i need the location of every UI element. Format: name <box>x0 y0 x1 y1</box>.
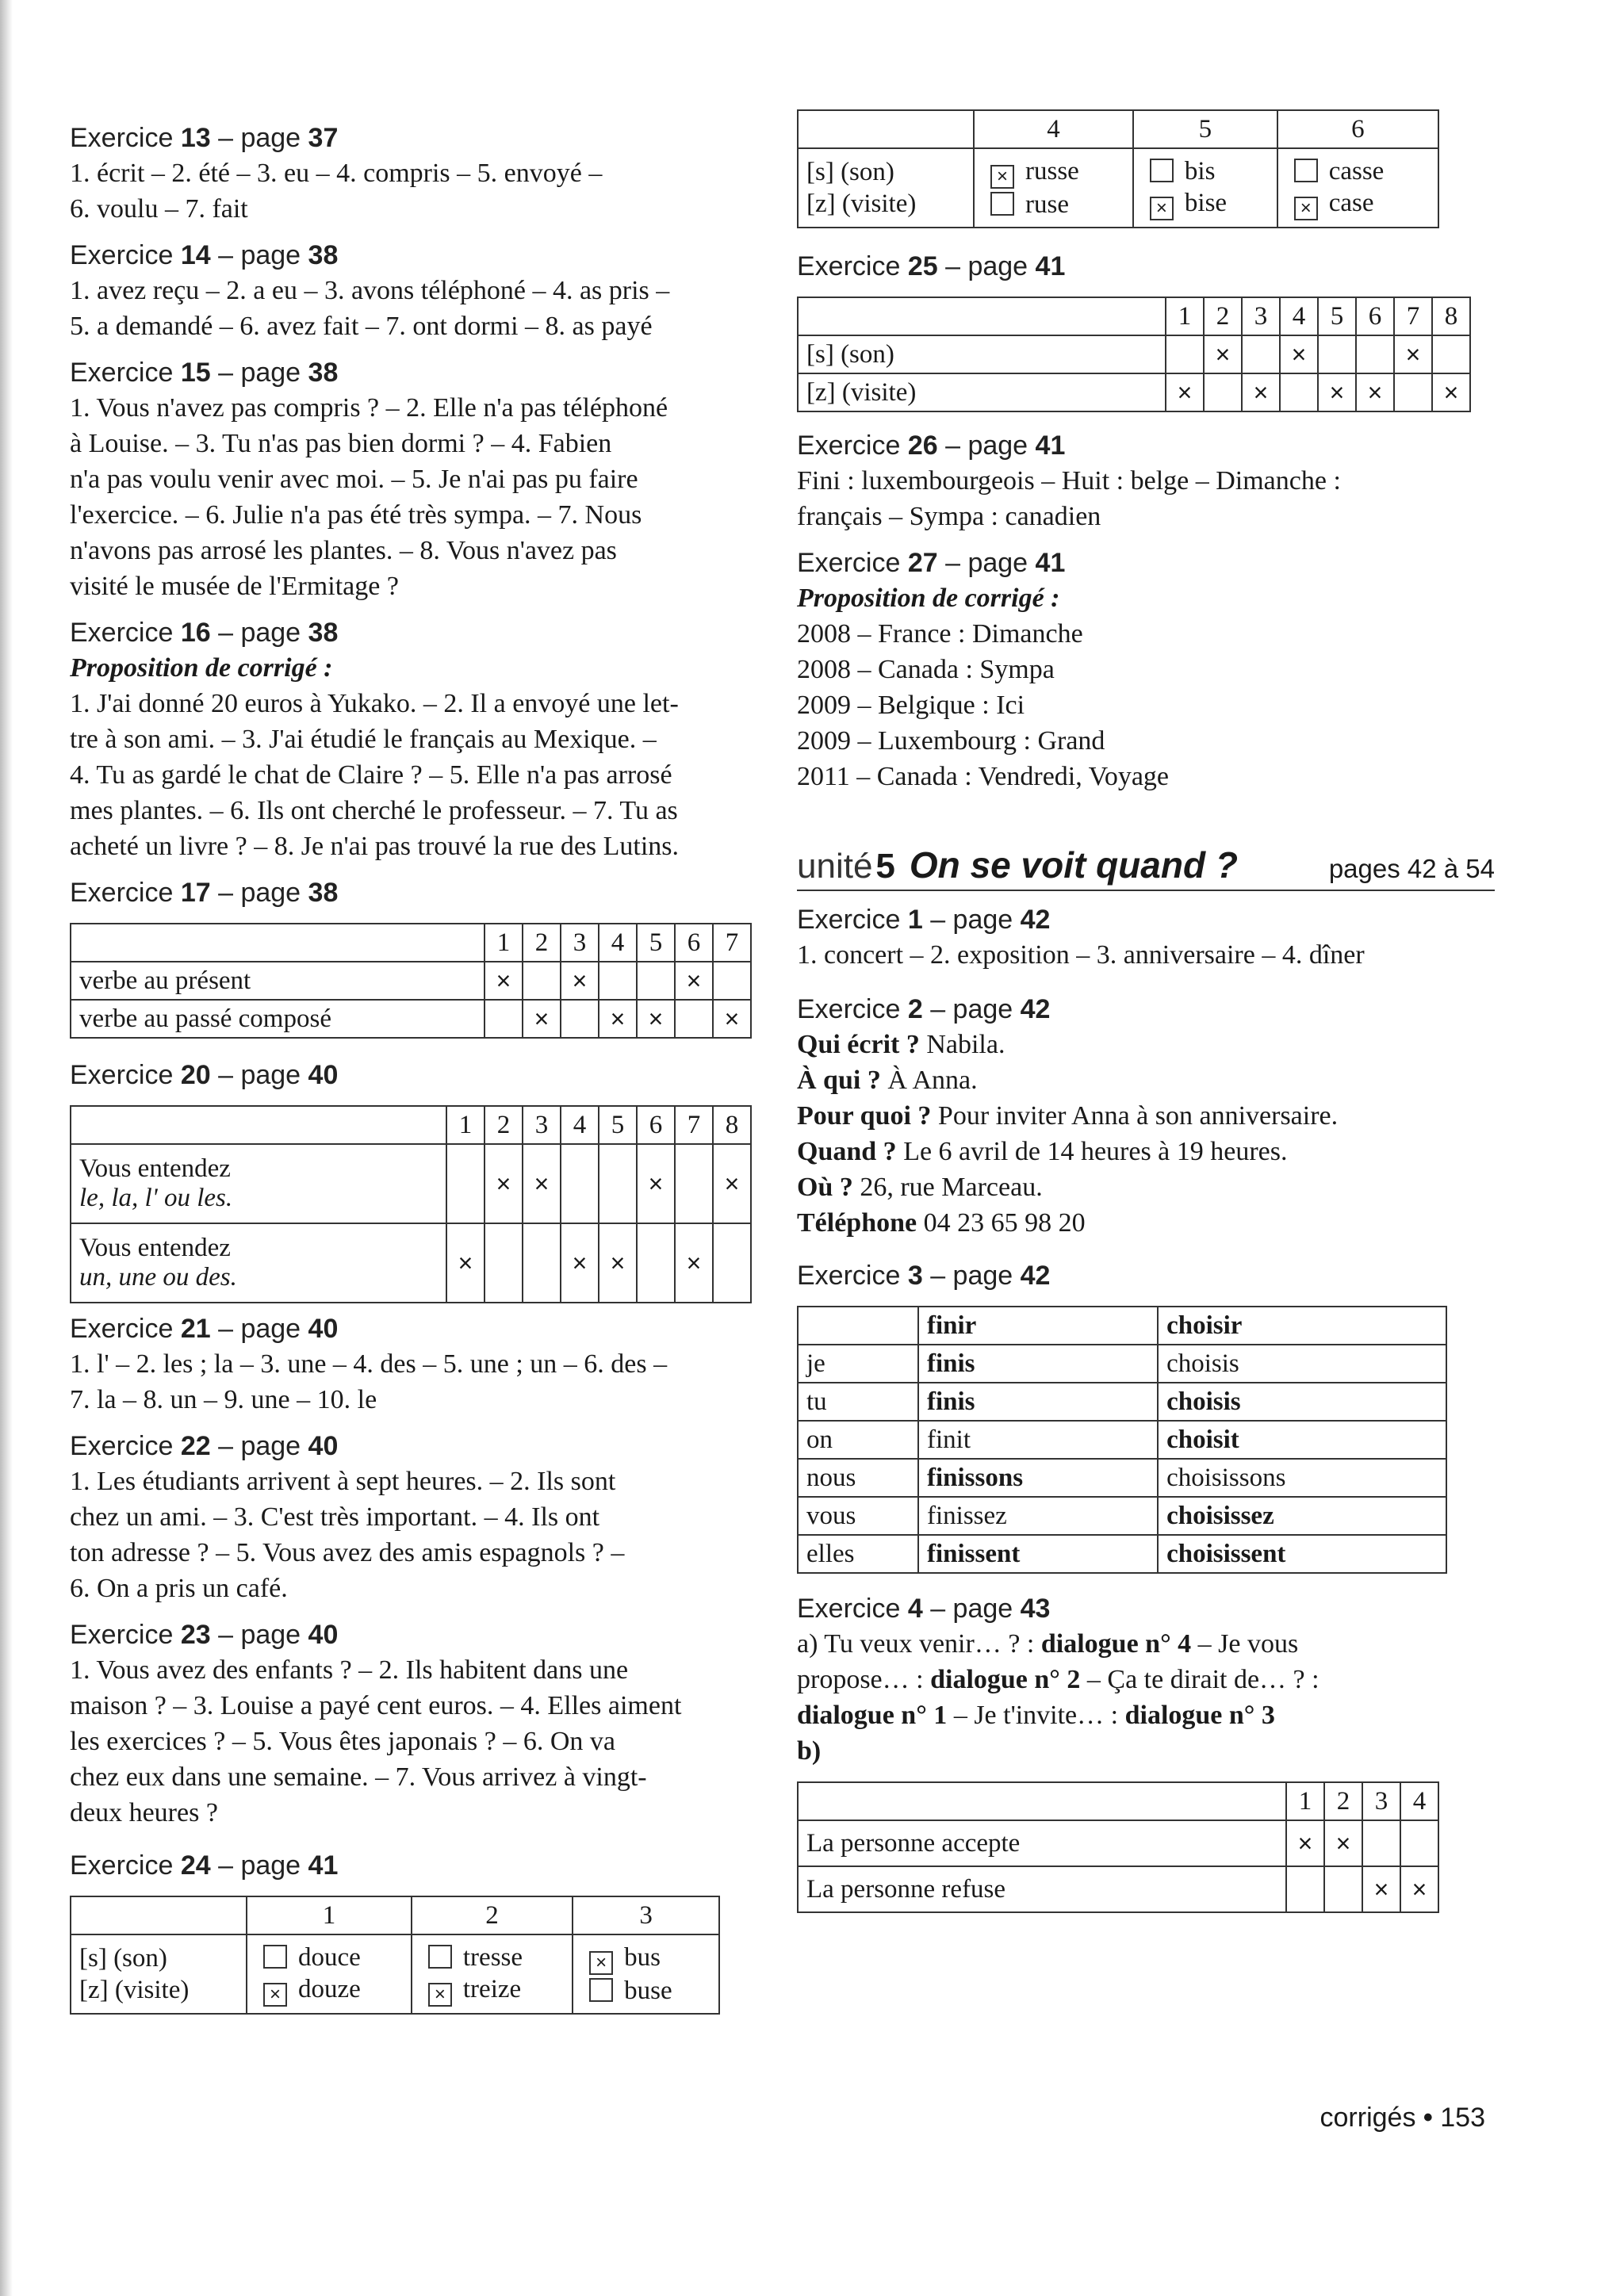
cross-mark: × <box>1318 373 1356 411</box>
ex15-answer-line: 1. Vous n'avez pas compris ? – 2. Elle n'a pas téléphoné <box>70 393 668 423</box>
table-corner <box>798 297 1166 335</box>
column-header: 2 <box>523 924 561 962</box>
column-header: 3 <box>523 1106 561 1144</box>
sound-z-label: [z] (visite) <box>806 189 917 218</box>
column-header: finir <box>918 1307 1158 1345</box>
column-header: 2 <box>485 1106 523 1144</box>
column-header: 5 <box>1133 110 1277 148</box>
column-header: 1 <box>485 924 523 962</box>
page-number: 153 <box>1440 2103 1485 2133</box>
table-corner <box>798 1307 918 1345</box>
footer-label: corrigés <box>1320 2103 1416 2133</box>
cross-mark: × <box>1286 1820 1324 1866</box>
cross-mark <box>1286 1866 1324 1912</box>
verb-form-cell: choisissent <box>1158 1535 1446 1573</box>
column-header: 1 <box>1166 297 1204 335</box>
pronoun-cell: je <box>798 1345 918 1383</box>
checkbox-icon <box>990 192 1014 216</box>
column-header: 3 <box>1242 297 1280 335</box>
column-header: 2 <box>412 1896 573 1934</box>
ex25-table <box>797 297 1471 412</box>
checkbox-icon <box>1294 159 1318 182</box>
checkbox-icon: × <box>589 1951 613 1975</box>
checkbox-icon <box>263 1945 287 1969</box>
pronoun-cell: on <box>798 1421 918 1459</box>
ex23-answer-line: les exercices ? – 5. Vous êtes japonais ? – 6. On va <box>70 1727 616 1756</box>
row-label: La personne refuse <box>798 1866 1286 1912</box>
ex16-answer-line: tre à son ami. – 3. J'ai étudié le français au Mexique. – <box>70 725 657 754</box>
cross-mark <box>1356 335 1394 373</box>
ex16-answer-line: acheté un livre ? – 8. Je n'ai pas trouvé la rue des Lutins. <box>70 832 680 861</box>
word-pair-cell: douce × douze <box>247 1934 412 2014</box>
column-header: 7 <box>713 924 751 962</box>
ex24-table <box>70 1896 720 2015</box>
column-header: 3 <box>561 924 599 962</box>
cross-mark <box>1400 1820 1438 1866</box>
ex20-table <box>70 1105 752 1303</box>
word-pair-cell: × bus buse <box>573 1934 719 2014</box>
cross-mark: × <box>1242 373 1280 411</box>
cross-mark: × <box>561 962 599 1000</box>
ex27-answer-line: 2008 – France : Dimanche <box>797 619 1083 649</box>
column-header: 2 <box>1324 1782 1362 1820</box>
cross-mark: × <box>675 1223 713 1303</box>
cross-mark: × <box>1400 1866 1438 1912</box>
cross-mark: × <box>523 1000 561 1038</box>
cross-mark: × <box>675 962 713 1000</box>
unit-title: On se voit quand ? <box>909 844 1238 886</box>
pronoun-cell: elles <box>798 1535 918 1573</box>
row-label: Vous entendez le, la, l' ou les. <box>71 1144 446 1223</box>
row-label <box>798 148 974 228</box>
u-ex4-answer-line: a) Tu veux venir… ? : dialogue n° 4 – Je vous <box>797 1629 1299 1659</box>
u-ex3-heading: Exercice 3 – page 42 <box>797 1261 1051 1291</box>
pronoun-cell: vous <box>798 1497 918 1535</box>
right-column <box>797 109 1495 1913</box>
unit-label: unité <box>797 847 873 886</box>
column-header: 8 <box>1432 297 1470 335</box>
cross-mark <box>561 1000 599 1038</box>
cross-mark: × <box>446 1223 485 1303</box>
cross-mark: × <box>1362 1866 1400 1912</box>
column-header: choisir <box>1158 1307 1446 1345</box>
cross-mark: × <box>713 1000 751 1038</box>
verb-form-cell: choisissez <box>1158 1497 1446 1535</box>
pronoun-cell: tu <box>798 1383 918 1421</box>
word-pair-cell: casse × case <box>1277 148 1438 228</box>
cross-mark: × <box>485 962 523 1000</box>
cross-mark: × <box>1356 373 1394 411</box>
checkbox-icon <box>428 1945 452 1969</box>
cross-mark <box>485 1223 523 1303</box>
ex13-answer-line: 1. écrit – 2. été – 3. eu – 4. compris – 5. envoyé – <box>70 159 603 188</box>
ex23-heading: Exercice 23 – page 40 <box>70 1620 339 1650</box>
ex27-heading: Exercice 27 – page 41 <box>797 548 1066 578</box>
column-header: 7 <box>675 1106 713 1144</box>
checkbox-icon: × <box>1294 197 1318 220</box>
row-label: verbe au présent <box>71 962 485 1000</box>
cross-mark: × <box>1204 335 1242 373</box>
cross-mark: × <box>561 1223 599 1303</box>
column-header: 4 <box>599 924 637 962</box>
cross-mark <box>485 1000 523 1038</box>
page-footer <box>1320 2103 1485 2133</box>
ex20-heading: Exercice 20 – page 40 <box>70 1060 339 1090</box>
u-ex4-part-b-label: b) <box>797 1736 822 1766</box>
cross-mark <box>1394 373 1432 411</box>
row-label: [s] (son) <box>798 335 1166 373</box>
page-edge-shadow <box>0 0 13 2296</box>
ex21-answer-line: 7. la – 8. un – 9. une – 10. le <box>70 1385 377 1414</box>
verb-form-cell: finis <box>918 1383 1158 1421</box>
column-header: 1 <box>247 1896 412 1934</box>
u-ex2-heading: Exercice 2 – page 42 <box>797 994 1051 1024</box>
verb-form-cell: finissons <box>918 1459 1158 1497</box>
ex21-answer-line: 1. l' – 2. les ; la – 3. une – 4. des – 5. une ; un – 6. des – <box>70 1349 668 1379</box>
verb-form-cell: choisissons <box>1158 1459 1446 1497</box>
ex16-answer-line: 1. J'ai donné 20 euros à Yukako. – 2. Il a envoyé une let- <box>70 689 679 718</box>
table-corner <box>798 110 974 148</box>
ex16-heading: Exercice 16 – page 38 <box>70 618 339 648</box>
ex24-table-continued <box>797 109 1439 228</box>
verb-form-cell: finis <box>918 1345 1158 1383</box>
ex23-answer-line: maison ? – 3. Louise a payé cent euros. – 4. Elles aiment <box>70 1691 682 1720</box>
u-ex2-answer-line: Qui écrit ? Nabila. <box>797 1030 1005 1059</box>
row-label: verbe au passé composé <box>71 1000 485 1038</box>
ex14-answer-line: 5. a demandé – 6. avez fait – 7. ont dormi – 8. as payé <box>70 312 653 341</box>
cross-mark: × <box>637 1000 675 1038</box>
u-ex1-answer-line: 1. concert – 2. exposition – 3. anniversaire – 4. dîner <box>797 940 1365 970</box>
table-corner <box>71 924 485 962</box>
sound-z-label: [z] (visite) <box>79 1976 190 2004</box>
column-header: 5 <box>599 1106 637 1144</box>
cross-mark: × <box>1280 335 1318 373</box>
ex22-answer-line: 1. Les étudiants arrivent à sept heures. – 2. Ils sont <box>70 1467 616 1496</box>
ex17-heading: Exercice 17 – page 38 <box>70 878 339 908</box>
cross-mark: × <box>523 1144 561 1223</box>
ex22-answer-line: 6. On a pris un café. <box>70 1574 288 1603</box>
sound-s-label: [s] (son) <box>806 158 894 186</box>
ex16-answer-line: 4. Tu as gardé le chat de Claire ? – 5. Elle n'a pas arrosé <box>70 760 672 790</box>
ex23-answer-line: 1. Vous avez des enfants ? – 2. Ils habitent dans une <box>70 1655 629 1685</box>
ex24-heading: Exercice 24 – page 41 <box>70 1850 339 1881</box>
verb-form-cell: finissez <box>918 1497 1158 1535</box>
cross-mark <box>713 1223 751 1303</box>
ex22-answer-line: ton adresse ? – 5. Vous avez des amis espagnols ? – <box>70 1538 625 1567</box>
cross-mark <box>599 1144 637 1223</box>
checkbox-icon: × <box>428 1983 452 2007</box>
unit-pages: pages 42 à 54 <box>1328 854 1495 883</box>
column-header: 3 <box>1362 1782 1400 1820</box>
cross-mark <box>637 1223 675 1303</box>
ex17-table <box>70 923 752 1039</box>
ex15-answer-line: à Louise. – 3. Tu n'as pas bien dormi ? – 4. Fabien <box>70 429 612 458</box>
column-header: 1 <box>446 1106 485 1144</box>
u-ex4-table <box>797 1781 1439 1913</box>
unit-number: 5 <box>875 847 895 886</box>
table-corner <box>71 1896 247 1934</box>
cross-mark <box>1204 373 1242 411</box>
ex23-answer-line: deux heures ? <box>70 1798 218 1827</box>
row-label <box>71 1934 247 2014</box>
checkbox-icon <box>589 1978 613 2002</box>
column-header: 6 <box>1277 110 1438 148</box>
u-ex2-answer-line: Quand ? Le 6 avril de 14 heures à 19 heures. <box>797 1137 1288 1166</box>
cross-mark <box>675 1000 713 1038</box>
verb-form-cell: choisis <box>1158 1345 1446 1383</box>
cross-mark: × <box>599 1223 637 1303</box>
column-header: 6 <box>1356 297 1394 335</box>
table-corner <box>798 1782 1286 1820</box>
cross-mark <box>1362 1820 1400 1866</box>
ex15-answer-line: n'avons pas arrosé les plantes. – 8. Vous n'avez pas <box>70 536 617 565</box>
word-pair-cell: bis × bise <box>1133 148 1277 228</box>
verb-form-cell: choisit <box>1158 1421 1446 1459</box>
ex27-subheading: Proposition de corrigé : <box>797 584 1060 613</box>
verb-form-cell: choisis <box>1158 1383 1446 1421</box>
cross-mark <box>561 1144 599 1223</box>
cross-mark: × <box>1324 1820 1362 1866</box>
ex26-heading: Exercice 26 – page 41 <box>797 430 1066 461</box>
row-label: Vous entendez un, une ou des. <box>71 1223 446 1303</box>
ex25-heading: Exercice 25 – page 41 <box>797 251 1066 281</box>
ex21-heading: Exercice 21 – page 40 <box>70 1314 339 1344</box>
ex27-answer-line: 2008 – Canada : Sympa <box>797 655 1055 684</box>
cross-mark <box>675 1144 713 1223</box>
column-header: 1 <box>1286 1782 1324 1820</box>
column-header: 5 <box>1318 297 1356 335</box>
checkbox-icon: × <box>990 165 1014 189</box>
u-ex4-answer-line: dialogue n° 1 – Je t'invite… : dialogue n° 3 <box>797 1701 1275 1730</box>
column-header: 5 <box>637 924 675 962</box>
cross-mark: × <box>713 1144 751 1223</box>
cross-mark: × <box>1432 373 1470 411</box>
u-ex2-answer-line: Pour quoi ? Pour inviter Anna à son anniversaire. <box>797 1101 1339 1131</box>
cross-mark <box>1318 335 1356 373</box>
ex27-answer-line: 2009 – Luxembourg : Grand <box>797 726 1105 756</box>
ex13-answer-line: 6. voulu – 7. fait <box>70 194 248 224</box>
word-pair-cell: × russe ruse <box>974 148 1133 228</box>
cross-mark: × <box>599 1000 637 1038</box>
checkbox-icon <box>1150 159 1174 182</box>
ex27-answer-line: 2009 – Belgique : Ici <box>797 691 1025 720</box>
checkbox-icon: × <box>263 1983 287 2007</box>
conjugation-table <box>797 1306 1447 1574</box>
ex27-answer-line: 2011 – Canada : Vendredi, Voyage <box>797 762 1169 791</box>
unit-5-header <box>797 844 1495 891</box>
cross-mark: × <box>637 1144 675 1223</box>
row-label: La personne accepte <box>798 1820 1286 1866</box>
row-label: [z] (visite) <box>798 373 1166 411</box>
cross-mark <box>713 962 751 1000</box>
column-header: 4 <box>1280 297 1318 335</box>
cross-mark <box>1324 1866 1362 1912</box>
verb-form-cell: finit <box>918 1421 1158 1459</box>
left-column <box>70 109 752 2015</box>
cross-mark <box>523 1223 561 1303</box>
sound-s-label: [s] (son) <box>79 1944 167 1973</box>
ex23-answer-line: chez eux dans une semaine. – 7. Vous arrivez à vingt- <box>70 1762 647 1792</box>
u-ex4-answer-line: propose… : dialogue n° 2 – Ça te dirait de… ? : <box>797 1665 1320 1694</box>
cross-mark <box>1166 335 1204 373</box>
ex26-answer-line: Fini : luxembourgeois – Huit : belge – Dimanche : <box>797 466 1341 496</box>
column-header: 3 <box>573 1896 719 1934</box>
word-pair-cell: tresse × treize <box>412 1934 573 2014</box>
ex16-subheading: Proposition de corrigé : <box>70 653 333 683</box>
column-header: 6 <box>675 924 713 962</box>
ex15-answer-line: l'exercice. – 6. Julie n'a pas été très sympa. – 7. Nous <box>70 500 642 530</box>
cross-mark: × <box>1166 373 1204 411</box>
ex16-answer-line: mes plantes. – 6. Ils ont cherché le professeur. – 7. Tu as <box>70 796 678 825</box>
u-ex2-answer-line: Où ? 26, rue Marceau. <box>797 1173 1043 1202</box>
ex22-answer-line: chez un ami. – 3. C'est très important. – 4. Ils ont <box>70 1502 600 1532</box>
column-header: 6 <box>637 1106 675 1144</box>
cross-mark <box>446 1144 485 1223</box>
u-ex2-answer-line: À qui ? À Anna. <box>797 1066 978 1095</box>
ex15-answer-line: visité le musée de l'Ermitage ? <box>70 572 399 601</box>
column-header: 2 <box>1204 297 1242 335</box>
u-ex1-heading: Exercice 1 – page 42 <box>797 905 1051 935</box>
u-ex2-answer-line: Téléphone 04 23 65 98 20 <box>797 1208 1086 1238</box>
column-header: 4 <box>1400 1782 1438 1820</box>
ex22-heading: Exercice 22 – page 40 <box>70 1431 339 1461</box>
cross-mark: × <box>1394 335 1432 373</box>
ex26-answer-line: français – Sympa : canadien <box>797 502 1101 531</box>
cross-mark <box>1280 373 1318 411</box>
cross-mark: × <box>485 1144 523 1223</box>
column-header: 8 <box>713 1106 751 1144</box>
ex15-answer-line: n'a pas voulu venir avec moi. – 5. Je n'ai pas pu faire <box>70 465 638 494</box>
verb-form-cell: finissent <box>918 1535 1158 1573</box>
footer-bullet: • <box>1423 2103 1433 2133</box>
cross-mark <box>523 962 561 1000</box>
ex15-heading: Exercice 15 – page 38 <box>70 358 339 388</box>
cross-mark <box>599 962 637 1000</box>
table-corner <box>71 1106 446 1144</box>
ex13-heading: Exercice 13 – page 37 <box>70 123 339 153</box>
column-header: 4 <box>974 110 1133 148</box>
ex14-answer-line: 1. avez reçu – 2. a eu – 3. avons téléphoné – 4. as pris – <box>70 276 670 305</box>
u-ex4-heading: Exercice 4 – page 43 <box>797 1594 1051 1624</box>
ex14-heading: Exercice 14 – page 38 <box>70 240 339 270</box>
cross-mark <box>1432 335 1470 373</box>
column-header: 7 <box>1394 297 1432 335</box>
column-header: 4 <box>561 1106 599 1144</box>
cross-mark <box>637 962 675 1000</box>
cross-mark <box>1242 335 1280 373</box>
pronoun-cell: nous <box>798 1459 918 1497</box>
checkbox-icon: × <box>1150 197 1174 220</box>
